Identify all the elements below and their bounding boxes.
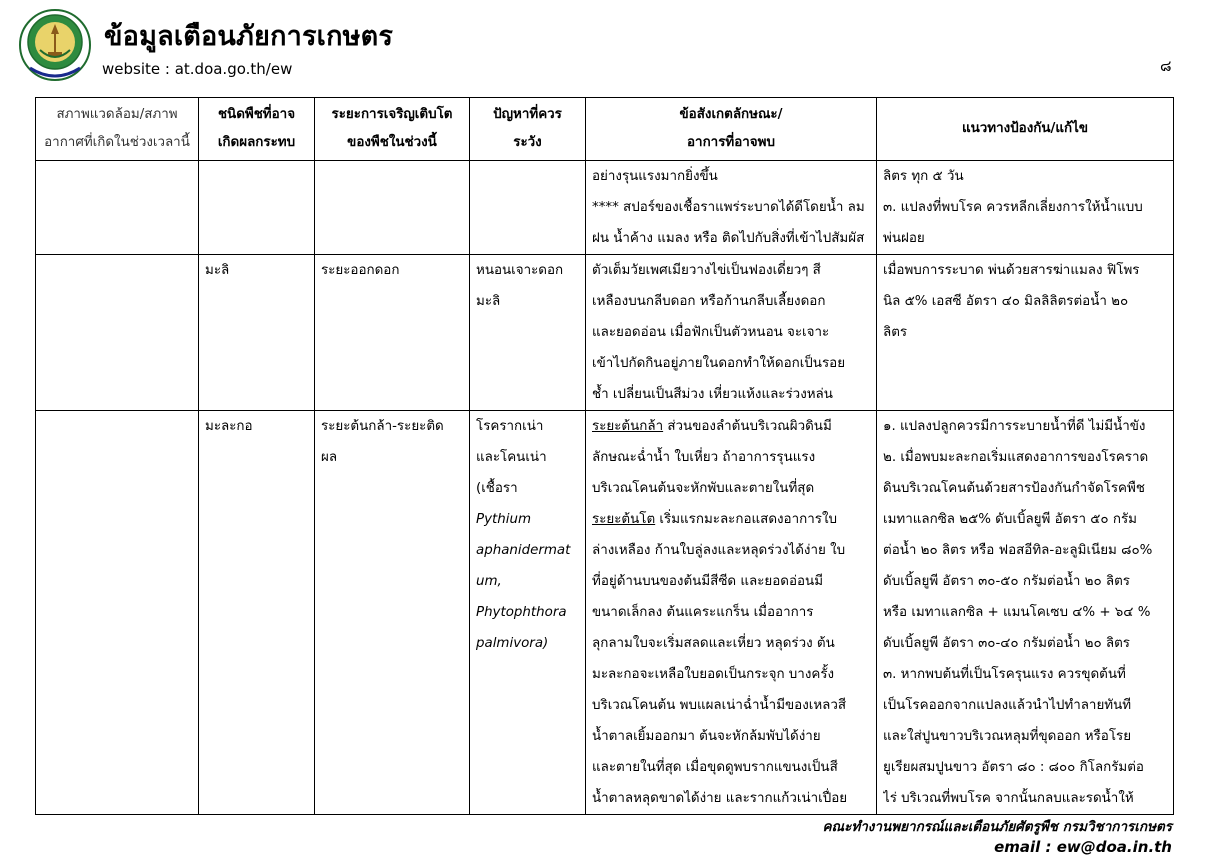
footer-credit: คณะทำงานพยากรณ์และเตือนภัยศัตรูพืช กรมวิชาการเกษตร [822,819,1172,835]
cell-stage: ระยะต้นกล้า-ระยะติด ผล [315,411,470,815]
website-link[interactable]: website : at.doa.go.th/ew [102,60,293,78]
header-environment: สภาพแวดล้อม/สภาพ อากาศที่เกิดในช่วงเวลานี้ [36,98,199,161]
table-row [36,411,1174,815]
footer-email[interactable]: email : ew@doa.in.th [994,838,1172,856]
cell-problem: โรครากเน่า และโคนเน่า (เชื้อรา Pythium aphanidermat um, Phytophthora palmivora) [470,411,586,815]
cell-stage: ระยะออกดอก [315,255,470,411]
cell-plant [199,161,315,255]
cell-environment [36,411,199,815]
cell-solution: ลิตร ทุก ๕ วัน ๓. แปลงที่พบโรค ควรหลีกเลี่ยงการให้น้ำแบบ พ่นฝอย [877,161,1174,255]
cell-symptom: ตัวเต็มวัยเพศเมียวางไข่เป็นฟองเดี่ยวๆ สี เหลืองบนกลีบดอก หรือก้านกลีบเลี้ยงดอก และยอดอ่อน เมื่อฟักเป็นตัวหนอน จะเจาะ เข้าไปกัดกินอยู่ภายในดอกทำให้ดอกเป็นรอย ช้ำ เปลี่ยนเป็นสีม่วง เหี่ยวแห้งและร่วงหล่น [586,255,877,411]
term-mature-stage: ระยะต้นโต [592,512,656,527]
page-number: ๘ [1160,57,1172,75]
table-header-row [36,98,1174,161]
term-seedling-stage: ระยะต้นกล้า [592,419,664,434]
cell-problem: หนอนเจาะดอก มะลิ [470,255,586,411]
table-row [36,255,1174,411]
header-problem: ปัญหาที่ควร ระวัง [470,98,586,161]
department-logo [18,8,92,82]
cell-symptom: ระยะต้นกล้า ส่วนของลำต้นบริเวณผิวดินมี ลักษณะฉ่ำน้ำ ใบเหี่ยว ถ้าอาการรุนแรง บริเวณโคนต้นจะหักพับและตายในที่สุด ระยะต้นโต เริ่มแรกมะละกอแสดงอาการใบ ล่างเหลือง ก้านใบลู่ลงและหลุดร่วงได้ง่าย ใบ ที่อยู่ด้านบนของต้นมีสีซีด และยอดอ่อนมี ขนาดเล็กลง ต้นแคระแกร็น เมื่ออาการ ลุกลามใบจะเริ่มสลดและเหี่ยว หลุดร่วง ต้น มะละกอจะเหลือใบยอดเป็นกระจุก บางครั้ง บริเวณโคนต้น พบแผลเน่าฉ่ำน้ำมีของเหลวสี น้ำตาลเยิ้มออกมา ต้นจะหักล้มพับได้ง่าย และตายในที่สุด เมื่อขุดดูพบรากแขนงเป็นสี น้ำตาลหลุดขาดได้ง่าย และรากแก้วเน่าเปื่อย [586,411,877,815]
header-plant-type: ชนิดพืชที่อาจ เกิดผลกระทบ [199,98,315,161]
table-row [36,161,1174,255]
page-title: ข้อมูลเตือนภัยการเกษตร [104,21,394,52]
cell-solution: เมื่อพบการระบาด พ่นด้วยสารฆ่าแมลง ฟิโพร นิล ๕% เอสซี อัตรา ๔๐ มิลลิลิตรต่อน้ำ ๒๐ ลิตร [877,255,1174,411]
cell-environment [36,255,199,411]
header-growth-stage: ระยะการเจริญเติบโต ของพืชในช่วงนี้ [315,98,470,161]
warning-table [35,97,1174,815]
header-solution: แนวทางป้องกัน/แก้ไข [877,98,1174,161]
cell-plant: มะละกอ [199,411,315,815]
cell-stage [315,161,470,255]
cell-symptom: อย่างรุนแรงมากยิ่งขึ้น **** สปอร์ของเชื้อราแพร่ระบาดได้ดีโดยน้ำ ลม ฝน น้ำค้าง แมลง หรือ ติดไปกับสิ่งที่เข้าไปสัมผัส [586,161,877,255]
cell-plant: มะลิ [199,255,315,411]
cell-solution: ๑. แปลงปลูกควรมีการระบายน้ำที่ดี ไม่มีน้ำขัง ๒. เมื่อพบมะละกอเริ่มแสดงอาการของโรคราด ดินบริเวณโคนต้นด้วยสารป้องกันกำจัดโรคพืช เมทาแลกซิล ๒๕% ดับเบิ้ลยูพี อัตรา ๕๐ กรัม ต่อน้ำ ๒๐ ลิตร หรือ ฟอสอีทิล-อะลูมิเนียม ๘๐% ดับเบิ้ลยูพี อัตรา ๓๐-๕๐ กรัมต่อน้ำ ๒๐ ลิตร หรือ เมทาแลกซิล + แมนโคเซบ ๔% + ๖๔ % ดับเบิ้ลยูพี อัตรา ๓๐-๔๐ กรัมต่อน้ำ ๒๐ ลิตร ๓. หากพบต้นที่เป็นโรครุนแรง ควรขุดต้นที่ เป็นโรคออกจากแปลงแล้วนำไปทำลายทันที และใส่ปูนขาวบริเวณหลุมที่ขุดออก หรือโรย ยูเรียผสมปูนขาว อัตรา ๘๐ : ๘๐๐ กิโลกรัมต่อ ไร่ บริเวณที่พบโรค จากนั้นกลบและรดน้ำให้ [877,411,1174,815]
header-symptom: ข้อสังเกตลักษณะ/ อาการที่อาจพบ [586,98,877,161]
cell-problem [470,161,586,255]
cell-environment [36,161,199,255]
